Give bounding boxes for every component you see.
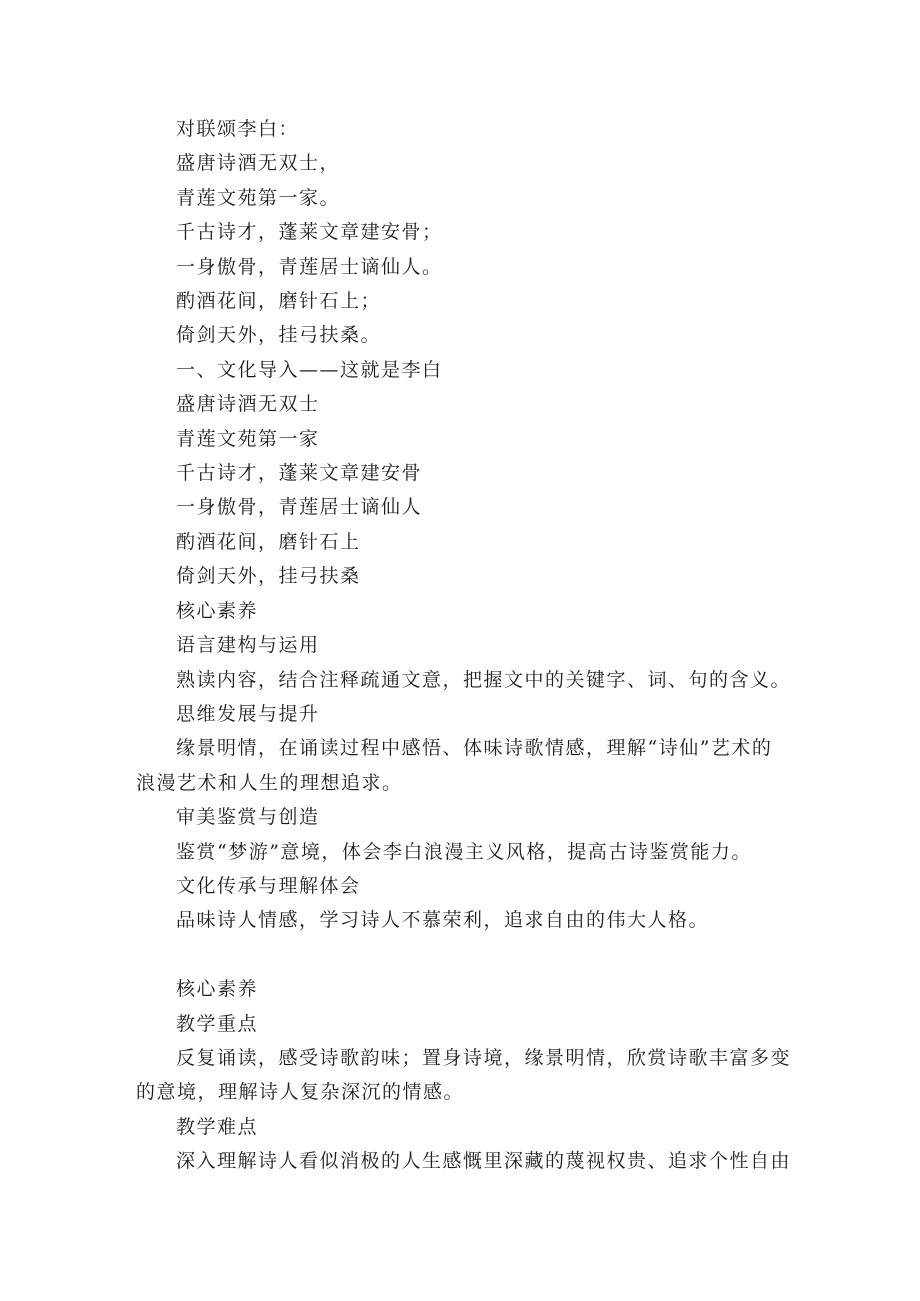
section-heading: 一、文化导入——这就是李白	[176, 358, 443, 381]
paragraph-key-points-line2: 的意境，理解诗人复杂深沉的情感。	[136, 1081, 465, 1104]
text-line: 熟读内容，结合注释疏通文意，把握文中的关键字、词、句的含义。	[176, 668, 792, 691]
text-line: 千古诗才，蓬莱文章建安骨	[176, 462, 423, 485]
text-line: 盛唐诗酒无双士，	[176, 152, 341, 175]
subheading-key-points: 教学重点	[176, 1012, 259, 1035]
subheading-core-literacy: 核心素养	[176, 599, 259, 622]
subheading-language: 语言建构与运用	[176, 634, 320, 657]
paragraph-difficulties-line1: 深入理解诗人看似消极的人生感慨里深藏的蔑视权贵、追求个性自由	[176, 1150, 792, 1173]
text-line: 倚剑天外，挂弓扶桑	[176, 565, 361, 588]
subheading-culture: 文化传承与理解体会	[176, 874, 361, 897]
text-line: 青莲文苑第一家	[176, 427, 320, 450]
text-line: 盛唐诗酒无双士	[176, 393, 320, 416]
paragraph-key-points-line1: 反复诵读，感受诗歌韵味；置身诗境，缘景明情，欣赏诗歌丰富多变	[176, 1046, 792, 1069]
text-line: 倚剑天外，挂弓扶桑。	[176, 324, 382, 347]
paragraph-thinking-line1: 缘景明情，在诵读过程中感悟、体味诗歌情感，理解“诗仙”艺术的	[176, 737, 773, 760]
text-line: 一身傲骨，青莲居士谪仙人	[176, 496, 423, 519]
text-line: 酌酒花间，磨针石上	[176, 530, 361, 553]
text-line: 鉴赏“梦游”意境，体会李白浪漫主义风格，提高古诗鉴赏能力。	[176, 840, 752, 863]
text-line: 千古诗才，蓬莱文章建安骨；	[176, 221, 443, 244]
subheading-core-literacy-2: 核心素养	[176, 978, 259, 1001]
subheading-thinking: 思维发展与提升	[176, 702, 320, 725]
subheading-difficulties: 教学难点	[176, 1115, 259, 1138]
paragraph-thinking-line2: 浪漫艺术和人生的理想追求。	[136, 771, 403, 794]
subheading-aesthetics: 审美鉴赏与创造	[176, 806, 320, 829]
text-line: 对联颂李白：	[176, 118, 300, 140]
text-line: 品味诗人情感，学习诗人不慕荣利，追求自由的伟大人格。	[176, 909, 710, 932]
text-line: 酌酒花间，磨针石上；	[176, 290, 382, 313]
text-line: 青莲文苑第一家。	[176, 186, 341, 209]
blank-line	[136, 938, 796, 972]
text-line: 一身傲骨，青莲居士谪仙人。	[176, 255, 443, 278]
document-body	[136, 112, 796, 1179]
